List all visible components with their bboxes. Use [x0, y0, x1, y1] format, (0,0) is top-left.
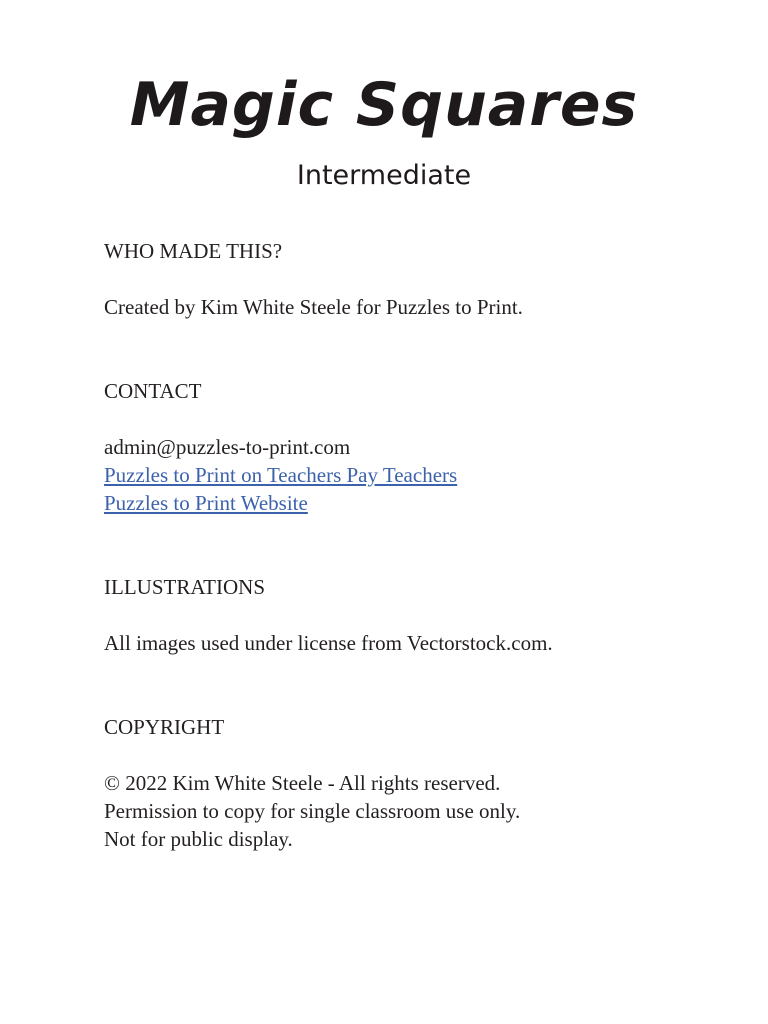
contact-section [104, 377, 704, 517]
illustrations-text: All images used under license from Vectorstock.com. [104, 631, 553, 655]
display-restriction-line: Not for public display. [104, 827, 293, 851]
page-subtitle: Intermediate [296, 160, 472, 191]
creator-text: Created by Kim White Steele for Puzzles to Print. [104, 295, 523, 319]
page-title: Magic Squares [129, 70, 639, 140]
teachers-pay-teachers-link[interactable]: Puzzles to Print on Teachers Pay Teachers [104, 463, 458, 487]
copyright-heading: COPYRIGHT [104, 715, 225, 739]
credits-content [104, 237, 704, 853]
who-made-this-heading: WHO MADE THIS? [104, 239, 283, 263]
illustrations-section [104, 573, 704, 657]
copyright-section [104, 713, 704, 853]
contact-heading: CONTACT [104, 379, 202, 403]
contact-details [104, 433, 704, 517]
who-made-this-section [104, 237, 704, 321]
illustrations-heading: ILLUSTRATIONS [104, 575, 265, 599]
copyright-text [104, 769, 704, 853]
contact-email[interactable]: admin@puzzles-to-print.com [104, 435, 351, 459]
permission-line: Permission to copy for single classroom use only. [104, 799, 521, 823]
copyright-line: © 2022 Kim White Steele - All rights reserved. [104, 771, 501, 795]
website-link[interactable]: Puzzles to Print Website [104, 491, 308, 515]
